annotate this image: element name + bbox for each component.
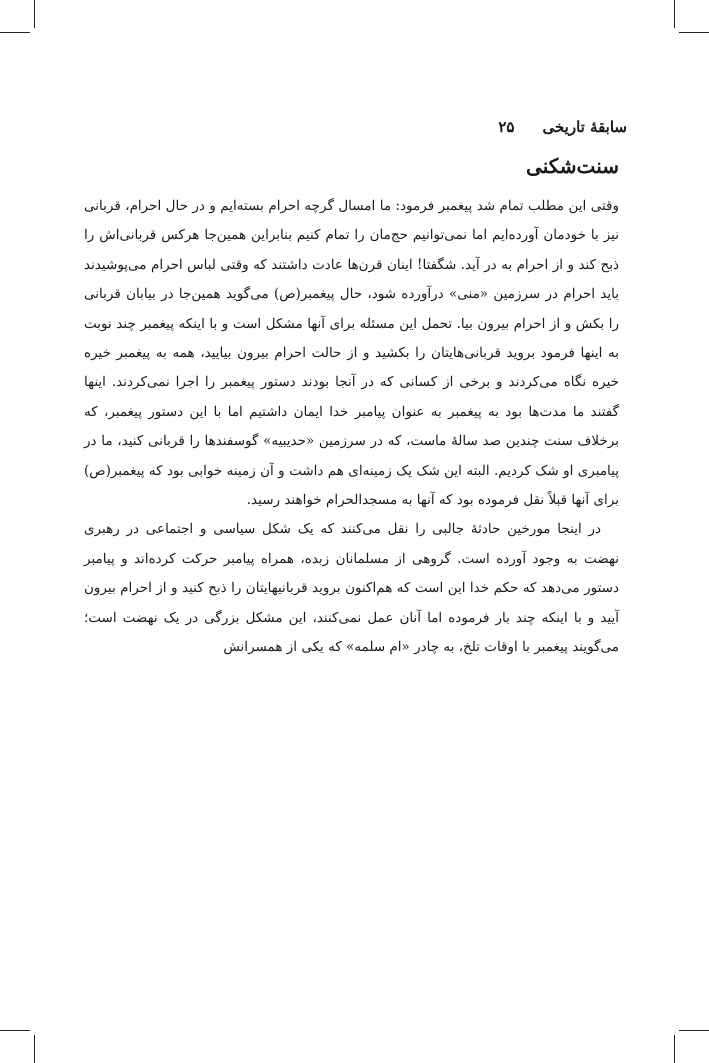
crop-mark-bottom-right [674, 1035, 675, 1063]
section-heading: سنت‌شکنی [526, 154, 619, 178]
running-header [82, 114, 627, 140]
paragraph-1: وقتی این مطلب تمام شد پیغمبر فرمود: ما امسال گرچه احرام بسته‌ایم و در حال احرام، قربانی نیز با خودمان آورده‌ایم اما نمی‌توانیم حج‌مان را تمام کنیم بنابراین همین‌جا هرکس قربانی‌اش را ذبح کند و از احرام به در آید. شگفتا! اینان قرن‌ها عادت داشتند که وقتی لباس احرام می‌پوشیدند باید احرام در سرزمین «منی» درآورده شود، حال پیغمبر(ص) می‌گوید همین‌جا در بیابان قربانی را بکش و از احرام بیرون بیا. تحمل این مسئله برای آنها مشکل است و با اینکه پیغمبر چند نوبت به اینها فرمود بروید قربانی‌هایتان را بکشید و از حالت احرام بیرون بیایید، همه به پیغمبر خیره خیره نگاه می‌کردند و برخی از کسانی که در آنجا بودند دستور پیغمبر را اجرا نمی‌کردند. اینها گفتند ما مدت‌ها بود به پیغمبر به عنوان پیامبر خدا ایمان داشتیم اما با این دستور پیغمبر، که برخلاف سنت چندین صد سالهٔ ماست، که در سرزمین «حدیبیه» گوسفندها را قربانی کنید، ما در پیامبری او شک کردیم. البته این شک یک زمینه‌ای هم داشت و آن زمینه خوابی بود که پیغمبر(ص) برای آنها قبلاً نقل فرموده بود که آنها به مسجدالحرام خواهند رسید. [84, 198, 619, 509]
page-number: ۲۵ [498, 118, 515, 136]
crop-mark-bottom-left-h [0, 1030, 30, 1031]
running-header-title: سابقهٔ تاریخی [542, 118, 627, 136]
crop-mark-bottom-right-h [679, 1030, 709, 1031]
crop-mark-top-left-h [0, 32, 30, 33]
crop-mark-top-right-h [679, 32, 709, 33]
paragraph-2: در اینجا مورخین حادثهٔ جالبی را نقل می‌کنند که یک شکل سیاسی و اجتماعی در رهبری نهضت به وجود آورده است. گروهی از مسلمانان زبده، همراه پیامبر حرکت کرده‌اند و پیامبر دستور می‌دهد که حکم خدا این است که هم‌اکنون بروید قربانیهایتان را ذبح کنید و از احرام بیرون آیید و با اینکه چند بار فرموده اما آنان عمل نمی‌کنند، این مشکل بزرگی در یک نهضت است؛ می‌گویند پیغمبر با اوقات تلخ، به چادر «ام سلمه» که یکی از همسرانش [84, 521, 619, 656]
crop-mark-top-left [34, 0, 35, 28]
crop-mark-bottom-left [34, 1035, 35, 1063]
crop-mark-top-right [674, 0, 675, 28]
body-text [84, 192, 619, 908]
